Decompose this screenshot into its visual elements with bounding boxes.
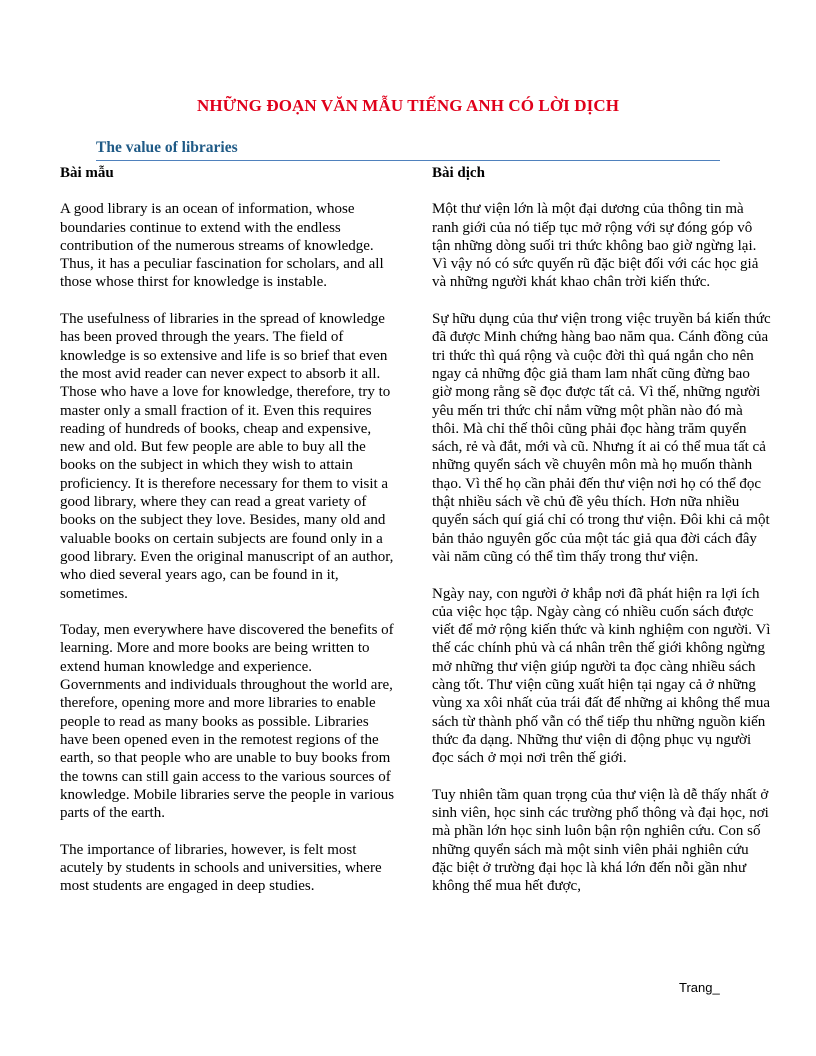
english-paragraph: A good library is an ocean of information, whose boundaries continue to extend with the endless contribution of the numerous streams of knowledge. Thus, it has a peculiar fascination for scholars, and all those whose thirst for knowledge is instable. [60,201,384,291]
english-column [60,164,396,914]
document-title: NHỮNG ĐOẠN VĂN MẪU TIẾNG ANH CÓ LỜI DỊCH [196,96,620,115]
english-paragraph: The usefulness of libraries in the spread of knowledge has been proved through the years. The field of knowledge is so extensive and life is so brief that even the most avid reader can never expect to absorb it all. Those who have a love for knowledge, therefore, try to master only a small fraction of it. Even this requires reading of hundreds of books, cheap and expensive, new and old. But few people are able to buy all the books on the subject in which they wish to attain proficiency. It is therefore necessary for them to visit a good library, where they can read a great variety of books on the subject they love. Besides, many old and valuable books on certain subjects are found only in a good library. Even the original manuscript of an author, who died several years ago, can be found in it, sometimes. [60,311,394,602]
subtitle-divider [96,160,720,161]
section-subtitle: The value of libraries [96,139,238,156]
vietnamese-column-heading: Bài dịch [432,165,485,181]
vietnamese-paragraph: Tuy nhiên tầm quan trọng của thư viện là dễ thấy nhất ở sinh viên, học sinh các trường phổ thông và đại học, nơi mà phần lớn học sinh luôn bận rộn nghiên cứu. Con số những quyển sách mà một sinh viên phải nghiên cứu đặc biệt ở trường đại học là khá lớn đến nỗi gần như không thể mua hết được, [432,786,769,895]
english-paragraph: Today, men everywhere have discovered the benefits of learning. More and more books are being written to extend human knowledge and experience. Governments and individuals throughout the world are, therefore, opening more and more libraries to enable people to read as many books as possible. Libraries have been opened even in the remotest regions of the earth, so that people who are unable to buy books from the towns can still gain access to the various sources of knowledge. Mobile libraries serve the people in various parts of the earth. [60,622,395,822]
page-footer: Trang_ [679,980,720,995]
vietnamese-paragraph: Sự hữu dụng của thư viện trong việc truyền bá kiến thức đã được Minh chứng hàng bao năm qua. Cánh đồng của tri thức thì quá rộng và cuộc đời thì quá ngắn cho nên ngay cả những độc giả tham lam nhất cũng đừng bao giờ mong rằng sẽ đọc được tất cả. Vì thế, những người yêu mến tri thức chỉ nắm vững một phần nào đó mà thôi. Mà chỉ thế thôi cũng phải đọc hàng trăm quyển sách, rẻ và đắt, mới và cũ. Nhưng ít ai có thể mua tất cả những quyển sách về chuyên môn mà họ muốn thành thạo. Vì thế họ cần phải đến thư viện nơi họ có thể đọc thật nhiều sách về chủ đề yêu thích. Hơn nữa nhiều quyển sách quí giá chỉ có trong thư viện. Đôi khi cả một bản thảo nguyên gốc của một tác giả qua đời cách đây vài năm cũng có thể tìm thấy trong thư viện. [432,311,771,565]
vietnamese-column [432,164,772,914]
english-column-heading: Bài mẫu [60,165,114,181]
english-paragraph: The importance of libraries, however, is felt most acutely by students in schools and universities, where most students are engaged in deep studies. [60,841,382,895]
vietnamese-paragraph: Ngày nay, con người ở khắp nơi đã phát hiện ra lợi ích của việc học tập. Ngày càng có nhiều cuốn sách được viết để mở rộng kiến thức và kinh nghiệm con người. Vì thế các chính phủ và cá nhân trên thế giới không ngừng mở những thư viện giúp người ta đọc càng nhiều sách càng tốt. Thư viện cũng xuất hiện tại ngay cả ở những vùng xa xôi nhất của trái đất để những ai không thể mua sách từ thành phố vẫn có thể tiếp thu những nguồn kiến thức đa dạng. Những thư viện di động phục vụ người đọc sách ở mọi nơi trên thế giới. [432,585,771,767]
vietnamese-paragraph: Một thư viện lớn là một đại dương của thông tin mà ranh giới của nó tiếp tục mở rộng với sự đóng góp vô tận những dòng suối tri thức không bao giờ ngừng lại. Vì vậy nó có sức quyến rũ đặc biệt đối với các học giả và những người khát khao chân trời kiến thức. [432,201,759,291]
